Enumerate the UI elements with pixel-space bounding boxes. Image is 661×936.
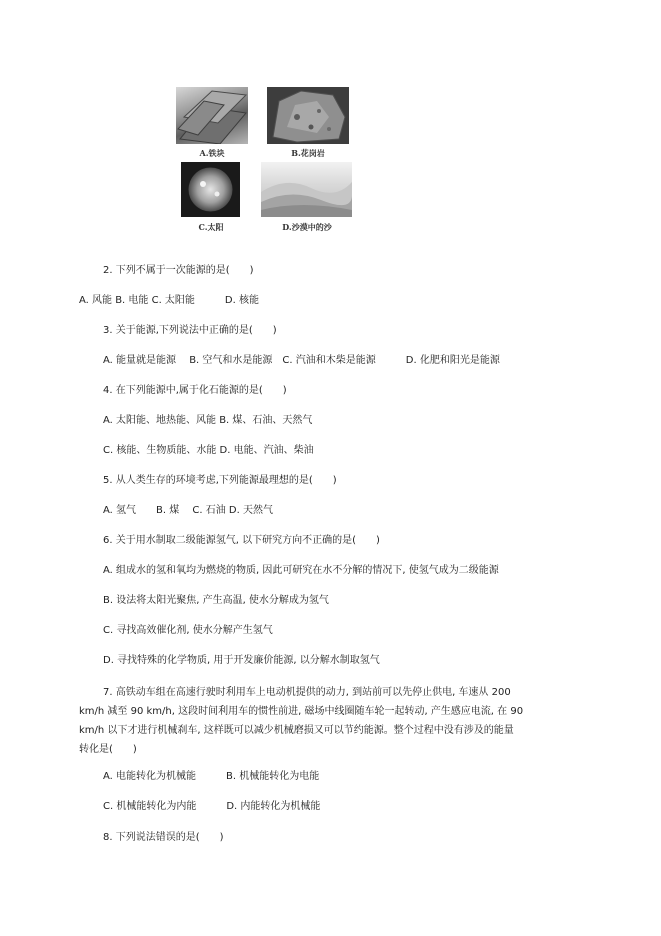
- caption-d: D.沙漠中的沙: [282, 222, 332, 232]
- iron-block-drawing: [176, 87, 248, 144]
- question-6-option-b: B. 设法将太阳光聚焦, 产生高温, 使水分解成为氢气: [103, 595, 329, 606]
- question-3-stem: 3. 关于能源,下列说法中正确的是( ): [103, 325, 277, 336]
- question-2-stem: 2. 下列不属于一次能源的是( ): [103, 265, 254, 276]
- sun-photo: [181, 162, 240, 217]
- caption-a: A.铁块: [199, 148, 225, 158]
- question-6-option-a: A. 组成水的氢和氧均为燃烧的物质, 因此可研究在水不分解的情况下, 使氢气成为二级能源: [103, 565, 499, 576]
- desert-sand-photo: [261, 162, 352, 217]
- question-7-options-cd: C. 机械能转化为内能 D. 内能转化为机械能: [103, 801, 321, 812]
- iron-block-photo: [176, 87, 248, 144]
- question-5-options: A. 氢气 B. 煤 C. 石油 D. 天然气: [103, 505, 273, 516]
- question-7-options-ab: A. 电能转化为机械能 B. 机械能转化为电能: [103, 771, 320, 782]
- question-2-options: A. 风能 B. 电能 C. 太阳能 D. 核能: [79, 295, 259, 306]
- question-4-stem: 4. 在下列能源中,属于化石能源的是( ): [103, 385, 287, 396]
- question-7-line-3: km/h 以下才进行机械刹车, 这样既可以减少机械磨损又可以节约能源。整个过程中没有涉及的能量: [79, 725, 514, 736]
- question-6-option-c: C. 寻找高效催化剂, 使水分解产生氢气: [103, 625, 273, 636]
- question-7-stem: [79, 683, 523, 759]
- caption-b: B.花岗岩: [291, 148, 325, 158]
- question-6-option-d: D. 寻找特殊的化学物质, 用于开发廉价能源, 以分解水制取氢气: [103, 655, 380, 666]
- question-4-options-cd: C. 核能、生物质能、水能 D. 电能、汽油、柴油: [103, 445, 314, 456]
- granite-drawing: [267, 87, 349, 144]
- sun-drawing: [181, 162, 240, 217]
- question-3-options: A. 能量就是能源 B. 空气和水是能源 C. 汽油和木柴是能源 D. 化肥和阳光是能源: [103, 355, 500, 366]
- question-7-line-2: km/h 减至 90 km/h, 这段时间利用车的惯性前进, 磁场中线圈随车轮一起转动, 产生感应电流, 在 90: [79, 706, 524, 717]
- question-8-stem: 8. 下列说法错误的是( ): [103, 832, 224, 843]
- question-7-line-4: 转化是( ): [79, 744, 137, 755]
- question-4-options-ab: A. 太阳能、地热能、风能 B. 煤、石油、天然气: [103, 415, 313, 426]
- question-6-stem: 6. 关于用水制取二级能源氢气, 以下研究方向不正确的是( ): [103, 535, 380, 546]
- question-7-line-1: 7. 高铁动车组在高速行驶时利用车上电动机提供的动力, 到站前可以先停止供电, 车速从 200: [103, 687, 511, 698]
- question-5-stem: 5. 从人类生存的环境考虑,下列能源最理想的是( ): [103, 475, 337, 486]
- granite-photo: [267, 87, 349, 144]
- caption-c: C.太阳: [198, 222, 224, 232]
- desert-sand-drawing: [261, 162, 352, 217]
